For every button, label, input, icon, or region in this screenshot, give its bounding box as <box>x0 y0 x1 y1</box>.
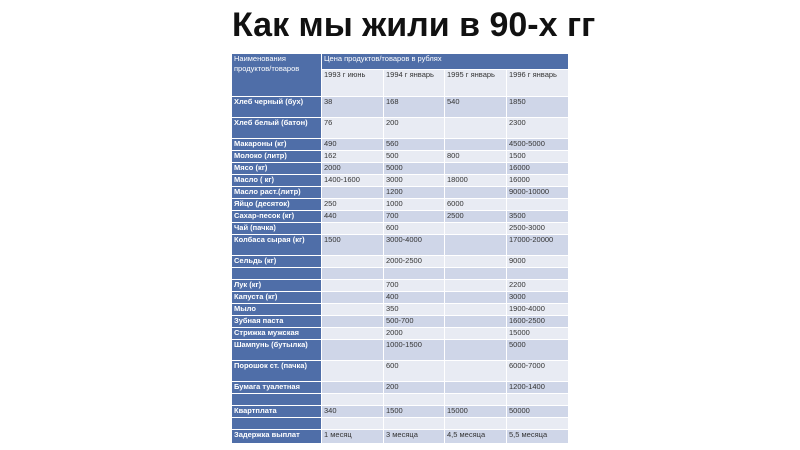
table-row <box>232 163 569 175</box>
row-label: Порошок ст. (пачка) <box>232 361 322 382</box>
price-cell: 1200 <box>384 187 445 199</box>
table-row <box>232 223 569 235</box>
price-cell <box>384 394 445 406</box>
price-cell: 400 <box>384 292 445 304</box>
row-label: Мыло <box>232 304 322 316</box>
price-cell <box>322 418 384 430</box>
table-row <box>232 304 569 316</box>
price-cell: 18000 <box>445 175 507 187</box>
price-cell <box>322 316 384 328</box>
price-cell: 4500-5000 <box>507 139 569 151</box>
table-row <box>232 256 569 268</box>
row-label: Задержка выплат <box>232 430 322 444</box>
price-cell: 162 <box>322 151 384 163</box>
price-cell: 600 <box>384 223 445 235</box>
price-cell <box>445 361 507 382</box>
price-cell: 200 <box>384 382 445 394</box>
price-cell: 2500-3000 <box>507 223 569 235</box>
price-cell: 2000-2500 <box>384 256 445 268</box>
price-cell <box>507 199 569 211</box>
price-cell <box>507 418 569 430</box>
price-cell: 600 <box>384 361 445 382</box>
table-row <box>232 97 569 118</box>
price-cell: 1000 <box>384 199 445 211</box>
table-row <box>232 118 569 139</box>
row-label: Колбаса сырая (кг) <box>232 235 322 256</box>
year-header: 1995 г январь <box>445 69 507 96</box>
row-label: Масло ( кг) <box>232 175 322 187</box>
row-label <box>232 268 322 280</box>
price-cell: 16000 <box>507 175 569 187</box>
price-cell: 6000 <box>445 199 507 211</box>
price-cell: 5,5 месяца <box>507 430 569 444</box>
prices-table <box>231 53 569 444</box>
row-label: Шампунь (бутылка) <box>232 340 322 361</box>
price-cell: 2500 <box>445 211 507 223</box>
row-label: Сельдь (кг) <box>232 256 322 268</box>
table-row <box>232 340 569 361</box>
table-row <box>232 361 569 382</box>
row-label: Мясо (кг) <box>232 163 322 175</box>
price-cell <box>322 292 384 304</box>
price-cell: 540 <box>445 97 507 118</box>
price-cell <box>445 304 507 316</box>
price-cell: 16000 <box>507 163 569 175</box>
row-label: Стрижка мужская <box>232 328 322 340</box>
price-cell: 1850 <box>507 97 569 118</box>
price-cell: 168 <box>384 97 445 118</box>
table-row <box>232 394 569 406</box>
price-cell: 340 <box>322 406 384 418</box>
price-cell <box>384 418 445 430</box>
price-cell: 560 <box>384 139 445 151</box>
price-cell <box>322 328 384 340</box>
price-cell: 700 <box>384 280 445 292</box>
price-cell <box>322 361 384 382</box>
price-cell <box>322 256 384 268</box>
price-cell <box>445 280 507 292</box>
price-cell: 1900-4000 <box>507 304 569 316</box>
price-cell: 1500 <box>507 151 569 163</box>
table-row <box>232 235 569 256</box>
price-cell: 440 <box>322 211 384 223</box>
row-label <box>232 394 322 406</box>
price-cell: 500-700 <box>384 316 445 328</box>
row-label: Молоко (литр) <box>232 151 322 163</box>
price-cell <box>322 268 384 280</box>
price-cell: 6000-7000 <box>507 361 569 382</box>
price-cell <box>445 118 507 139</box>
row-label: Масло раст.(литр) <box>232 187 322 199</box>
price-cell: 1000-1500 <box>384 340 445 361</box>
table-row <box>232 406 569 418</box>
price-cell: 15000 <box>445 406 507 418</box>
table-row <box>232 139 569 151</box>
price-cell <box>384 268 445 280</box>
price-cell: 2200 <box>507 280 569 292</box>
price-cell: 9000 <box>507 256 569 268</box>
price-cell <box>445 256 507 268</box>
price-cell <box>445 418 507 430</box>
table-row <box>232 268 569 280</box>
price-cell: 2000 <box>322 163 384 175</box>
year-header: 1993 г июнь <box>322 69 384 96</box>
year-header: 1996 г январь <box>507 69 569 96</box>
col-header-products: Наименования продуктов/товаров <box>232 54 322 97</box>
price-cell: 700 <box>384 211 445 223</box>
row-label: Квартплата <box>232 406 322 418</box>
row-label: Капуста (кг) <box>232 292 322 304</box>
price-cell: 15000 <box>507 328 569 340</box>
price-cell: 4,5 месяца <box>445 430 507 444</box>
row-label: Макароны (кг) <box>232 139 322 151</box>
price-cell: 350 <box>384 304 445 316</box>
table-row <box>232 175 569 187</box>
price-cell <box>445 394 507 406</box>
row-label: Лук (кг) <box>232 280 322 292</box>
price-cell <box>445 235 507 256</box>
price-cell: 76 <box>322 118 384 139</box>
table-row <box>232 328 569 340</box>
price-cell <box>322 340 384 361</box>
table-row <box>232 316 569 328</box>
year-header: 1994 г январь <box>384 69 445 96</box>
price-cell: 3000 <box>384 175 445 187</box>
price-cell: 9000-10000 <box>507 187 569 199</box>
table-row <box>232 292 569 304</box>
price-cell: 5000 <box>384 163 445 175</box>
price-cell: 1600-2500 <box>507 316 569 328</box>
price-cell: 3 месяца <box>384 430 445 444</box>
row-label: Чай (пачка) <box>232 223 322 235</box>
price-cell <box>445 316 507 328</box>
table-row <box>232 280 569 292</box>
price-cell: 800 <box>445 151 507 163</box>
price-cell: 1400-1600 <box>322 175 384 187</box>
price-cell <box>322 394 384 406</box>
price-cell: 200 <box>384 118 445 139</box>
price-cell <box>322 280 384 292</box>
price-cell: 17000-20000 <box>507 235 569 256</box>
price-cell <box>445 187 507 199</box>
row-label: Хлеб черный (бух) <box>232 97 322 118</box>
price-cell: 3000-4000 <box>384 235 445 256</box>
price-cell <box>507 394 569 406</box>
price-cell <box>445 139 507 151</box>
row-label <box>232 418 322 430</box>
price-cell: 5000 <box>507 340 569 361</box>
price-cell: 2300 <box>507 118 569 139</box>
price-cell <box>507 268 569 280</box>
price-cell: 500 <box>384 151 445 163</box>
table-row <box>232 151 569 163</box>
table-row <box>232 382 569 394</box>
header-row <box>232 54 569 70</box>
row-label: Яйцо (десяток) <box>232 199 322 211</box>
price-cell <box>322 304 384 316</box>
price-cell: 1 месяц <box>322 430 384 444</box>
price-cell <box>322 187 384 199</box>
row-label: Хлеб белый (батон) <box>232 118 322 139</box>
price-cell <box>322 382 384 394</box>
price-cell <box>445 163 507 175</box>
price-cell: 490 <box>322 139 384 151</box>
price-cell <box>322 223 384 235</box>
table-row <box>232 187 569 199</box>
col-header-prices: Цена продуктов/товаров в рублях <box>322 54 569 70</box>
price-cell: 1500 <box>322 235 384 256</box>
price-cell <box>445 292 507 304</box>
price-cell: 50000 <box>507 406 569 418</box>
price-cell <box>445 223 507 235</box>
price-cell <box>445 268 507 280</box>
table-row <box>232 418 569 430</box>
table-row <box>232 430 569 444</box>
price-cell: 3500 <box>507 211 569 223</box>
price-cell: 1500 <box>384 406 445 418</box>
row-label: Бумага туалетная <box>232 382 322 394</box>
price-cell <box>445 328 507 340</box>
price-cell: 38 <box>322 97 384 118</box>
table-row <box>232 199 569 211</box>
table-row <box>232 211 569 223</box>
price-cell <box>445 382 507 394</box>
price-cell: 3000 <box>507 292 569 304</box>
row-label: Сахар-песок (кг) <box>232 211 322 223</box>
page-title: Как мы жили в 90-х гг <box>232 6 596 44</box>
price-cell: 250 <box>322 199 384 211</box>
price-cell: 2000 <box>384 328 445 340</box>
price-cell <box>445 340 507 361</box>
price-cell: 1200-1400 <box>507 382 569 394</box>
row-label: Зубная паста <box>232 316 322 328</box>
